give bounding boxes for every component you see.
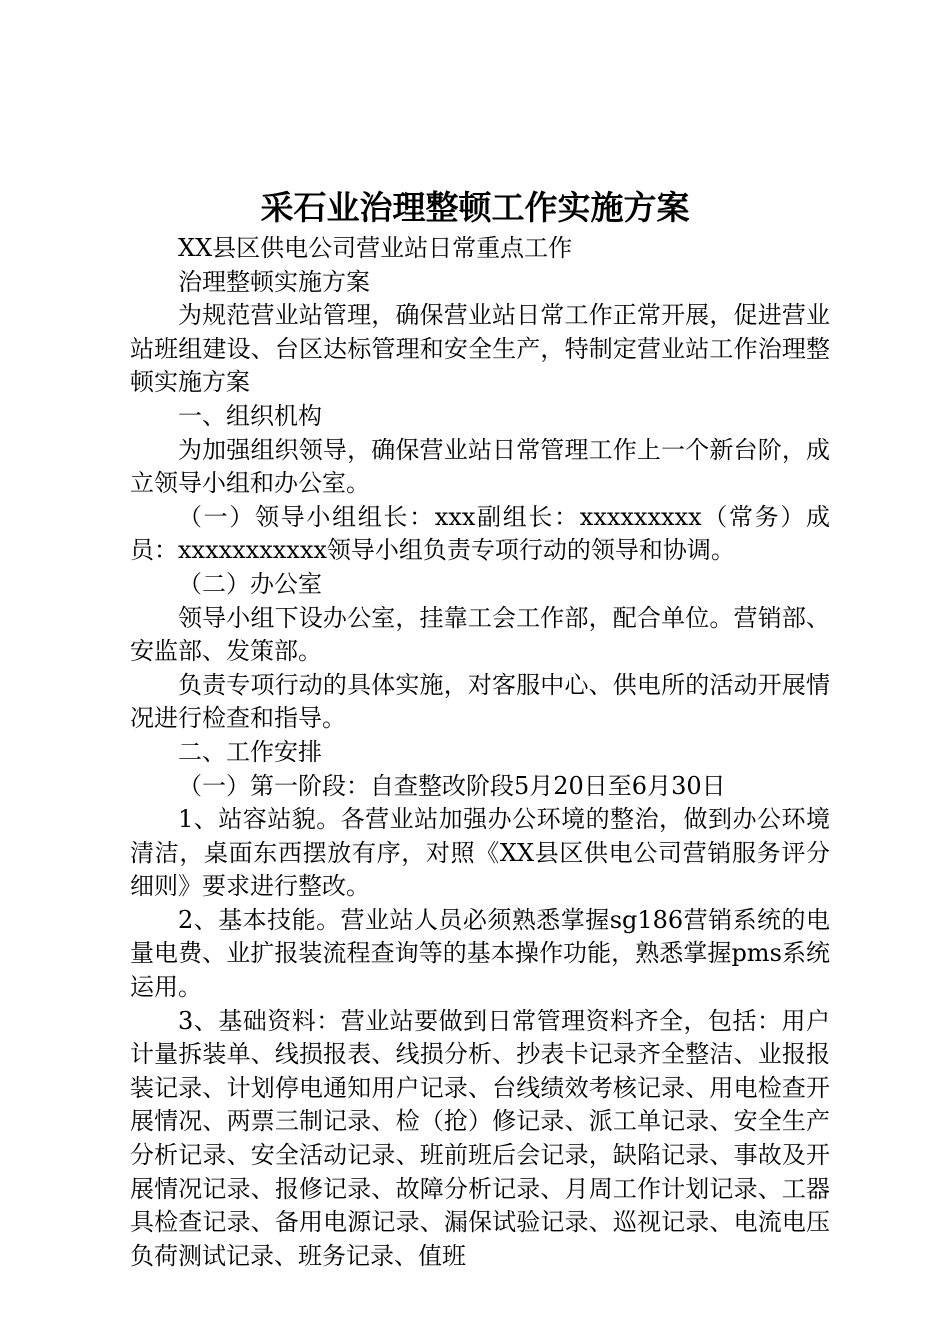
paragraph: 治理整顿实施方案 <box>178 267 370 296</box>
subsection-heading: （一）第一阶段：自查整改阶段5月20日至6月30日 <box>178 771 726 800</box>
section-heading: 一、组织机构 <box>178 401 322 430</box>
paragraph: 3、基础资料：营业站要做到日常管理资料齐全，包括：用户计量拆装单、线损报表、线损分析、抄表卡记录齐全整洁、业报报装记录、计划停电通知用户记录、台线绩效考核记录、用电检查开展情况、两票三制记录、检（抢）修记录、派工单记录、安全生产分析记录、安全活动记录、班前班后会记录，缺陷记录、事故及开展情况记录、报修记录、故障分析记录、月周工作计划记录、工器具检查记录、备用电源记录、漏保试验记录、巡视记录、电流电压负荷测试记录、班务记录、值班 <box>130 1006 830 1270</box>
document-title: 采石业治理整顿工作实施方案 <box>260 188 690 227</box>
paragraph: 2、基本技能。营业站人员必须熟悉掌握sg186营销系统的电量电费、业扩报装流程查询等的基本操作功能，熟悉掌握pms系统运用。 <box>130 905 830 1002</box>
paragraph: 为规范营业站管理，确保营业站日常工作正常开展，促进营业站班组建设、台区达标管理和安全生产，特制定营业站工作治理整顿实施方案 <box>130 301 830 397</box>
paragraph: 为加强组织领导，确保营业站日常管理工作上一个新台阶，成立领导小组和办公室。 <box>130 435 830 498</box>
section-heading: 二、工作安排 <box>178 737 322 766</box>
paragraph: 领导小组下设办公室，挂靠工会工作部，配合单位。营销部、安监部、发策部。 <box>130 603 830 666</box>
paragraph: XX县区供电公司营业站日常重点工作 <box>178 234 573 262</box>
paragraph: 1、站容站貌。各营业站加强办公环境的整治，做到办公环境清洁，桌面东西摆放有序，对照《XX县区供电公司营销服务评分细则》要求进行整改。 <box>130 805 830 901</box>
paragraph: （一）领导小组组长：xxx副组长：xxxxxxxxx（常务）成员：xxxxxxxxxxx领导小组负责专项行动的领导和协调。 <box>130 502 830 565</box>
paragraph: 负责专项行动的具体实施，对客服中心、供电所的活动开展情况进行检查和指导。 <box>130 670 830 733</box>
subsection-heading: （二）办公室 <box>178 569 322 598</box>
document-body <box>130 232 830 1273</box>
